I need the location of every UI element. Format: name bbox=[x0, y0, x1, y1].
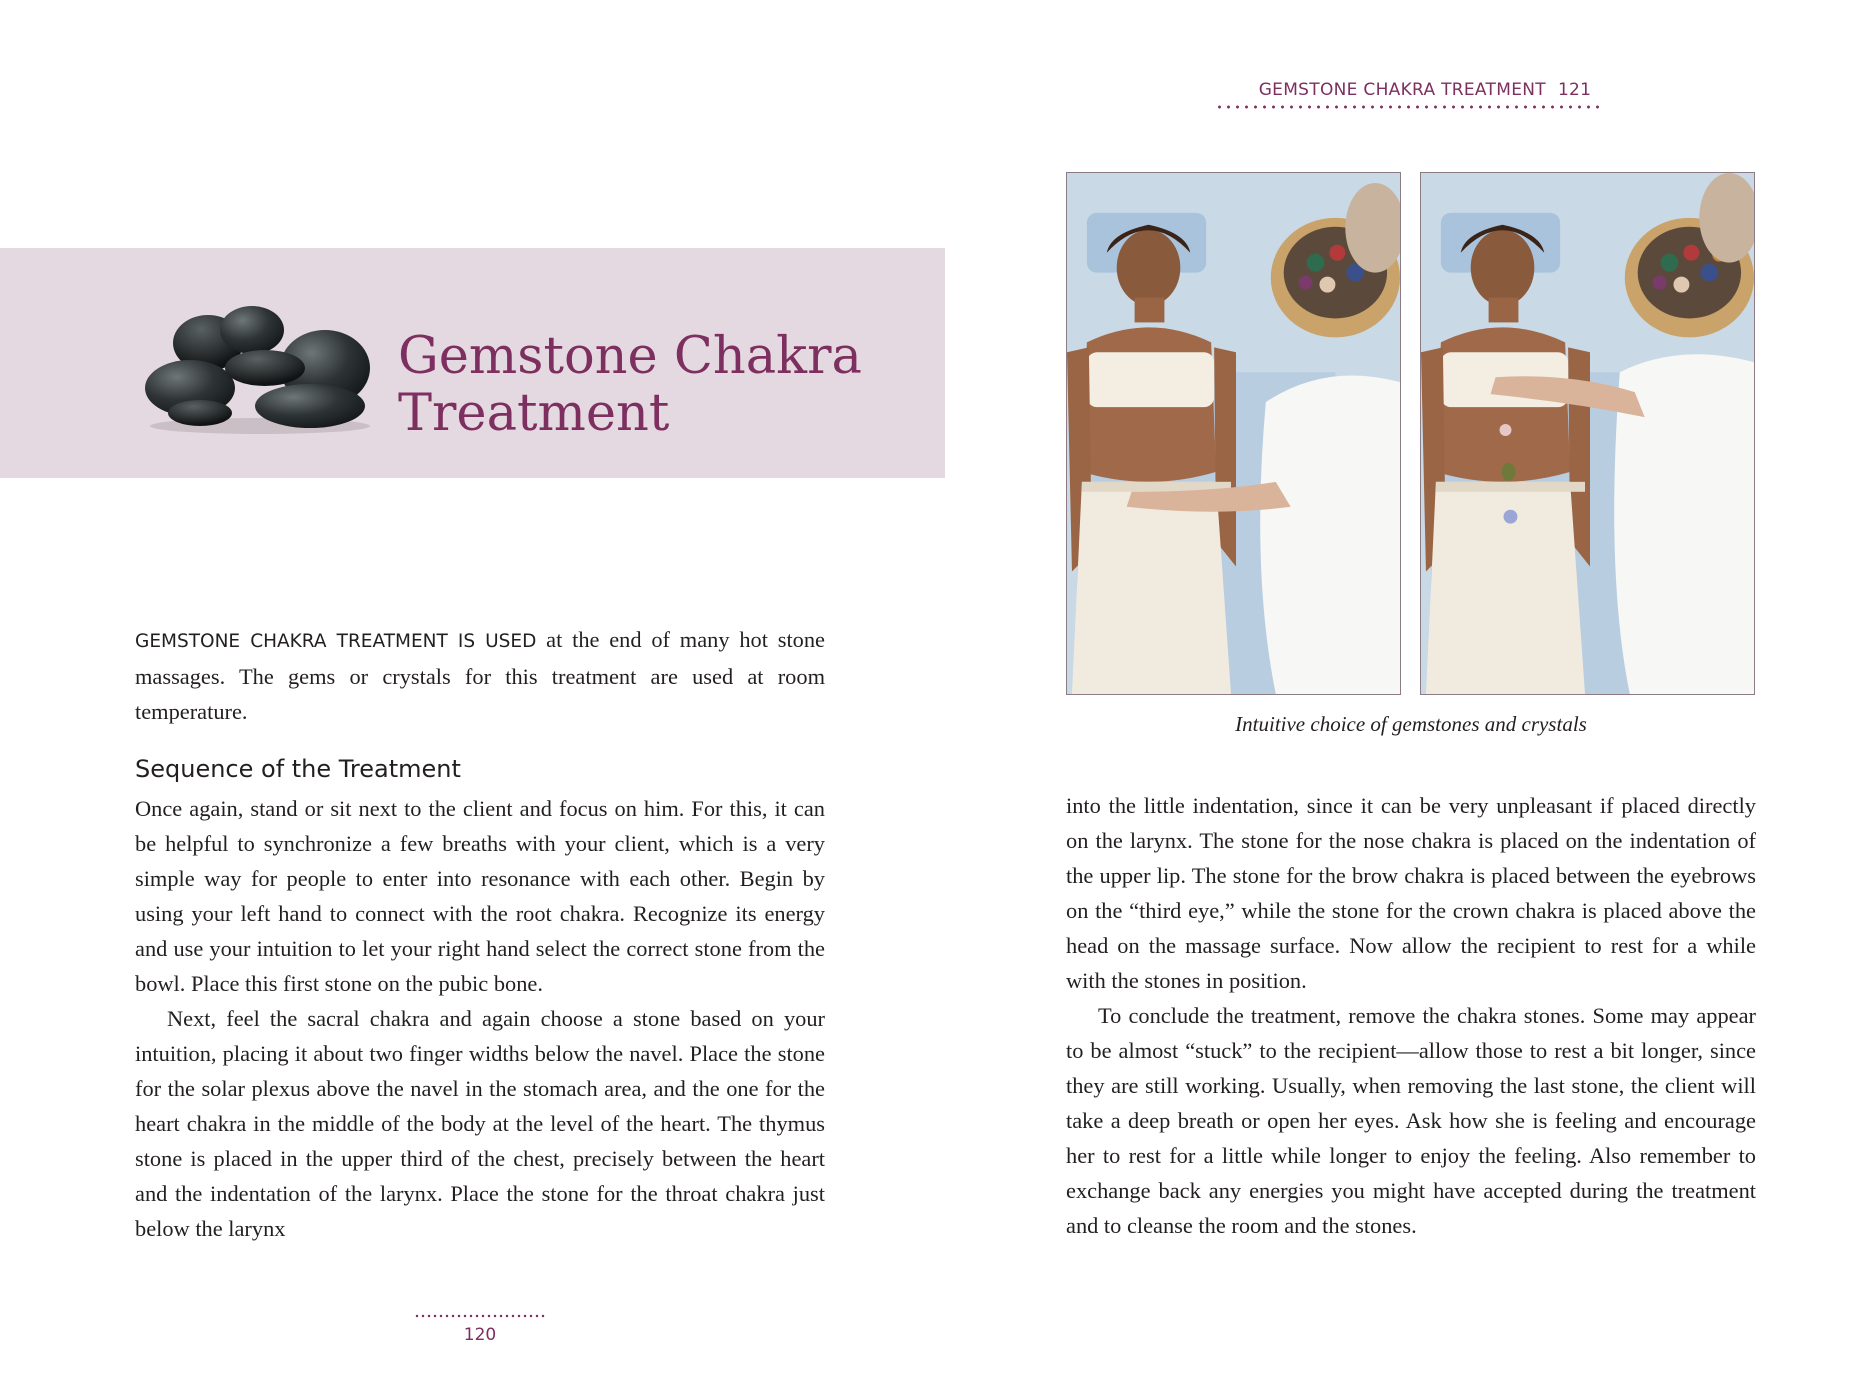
body-paragraph-2: Next, feel the sacral chakra and again choose a stone based on your intuition, placing it about two finger widths below the navel. Place the stone for the solar plexus above the navel in the stomach area, and the one for the heart chakra in the middle of the body at the level of the heart. The thymus stone is placed in the upper third of the chest, precisely between the heart and the indentation of the larynx. Place the stone for the throat chakra just below the larynx bbox=[135, 1006, 825, 1241]
intro-text: at the end of many hot stone massages. The gems or crystals for this treatment are used at room temperature. bbox=[135, 627, 825, 724]
running-head bbox=[1240, 80, 1610, 100]
left-page-body bbox=[135, 622, 825, 1246]
hot-stones-illustration bbox=[140, 288, 380, 438]
footer-page-number: 120 bbox=[463, 1325, 497, 1345]
chapter-title: Gemstone Chakra Treatment bbox=[398, 327, 862, 443]
section-heading: Sequence of the Treatment bbox=[135, 755, 461, 783]
running-head-page-number: 121 bbox=[1557, 80, 1592, 100]
body-paragraph-1: Once again, stand or sit next to the client and focus on him. For this, it can be helpful to synchronize a few breaths with your client, which is a very simple way for people to enter into resonance with each other. Begin by using your left hand to connect with the root chakra. Recognize its energy and use your intuition to let your right hand select the correct stone from the bowl. Place this first stone on the pubic bone. bbox=[135, 796, 825, 996]
treatment-photo-illustration bbox=[1421, 173, 1754, 694]
photo-gemstone-choice-2 bbox=[1420, 172, 1755, 695]
header-dotted-rule bbox=[1215, 104, 1600, 110]
intro-paragraph bbox=[135, 622, 825, 729]
chapter-title-band bbox=[0, 248, 945, 478]
footer-dotted-rule bbox=[414, 1313, 546, 1319]
photo-gemstone-choice-1 bbox=[1066, 172, 1401, 695]
body-paragraph-4: To conclude the treatment, remove the chakra stones. Some may appear to be almost “stuck” to the recipient—allow those to rest a bit longer, since they are still working. Usually, when removing the last stone, the client will take a deep breath or open her eyes. Ask how she is feeling and encourage her to rest for a little while longer to enjoy the feeling. Also remember to exchange back any energies you might have accepted during the treatment and to cleanse the room and the stones. bbox=[1066, 1003, 1756, 1238]
body-paragraph-3: into the little indentation, since it can be very unpleasant if placed directly on the larynx. The stone for the nose chakra is placed on the indentation of the upper lip. The stone for the brow chakra is placed between the eyebrows on the “third eye,” while the stone for the crown chakra is placed above the head on the massage surface. Now allow the recipient to rest for a while with the stones in position. bbox=[1066, 793, 1756, 993]
treatment-photo-illustration bbox=[1067, 173, 1400, 694]
intro-lead-caps: GEMSTONE CHAKRA TREATMENT IS USED bbox=[135, 631, 537, 652]
running-head-title: GEMSTONE CHAKRA TREATMENT bbox=[1258, 80, 1546, 100]
right-page-body bbox=[1066, 788, 1756, 1243]
figure-caption: Intuitive choice of gemstones and crystals bbox=[1235, 712, 1587, 736]
